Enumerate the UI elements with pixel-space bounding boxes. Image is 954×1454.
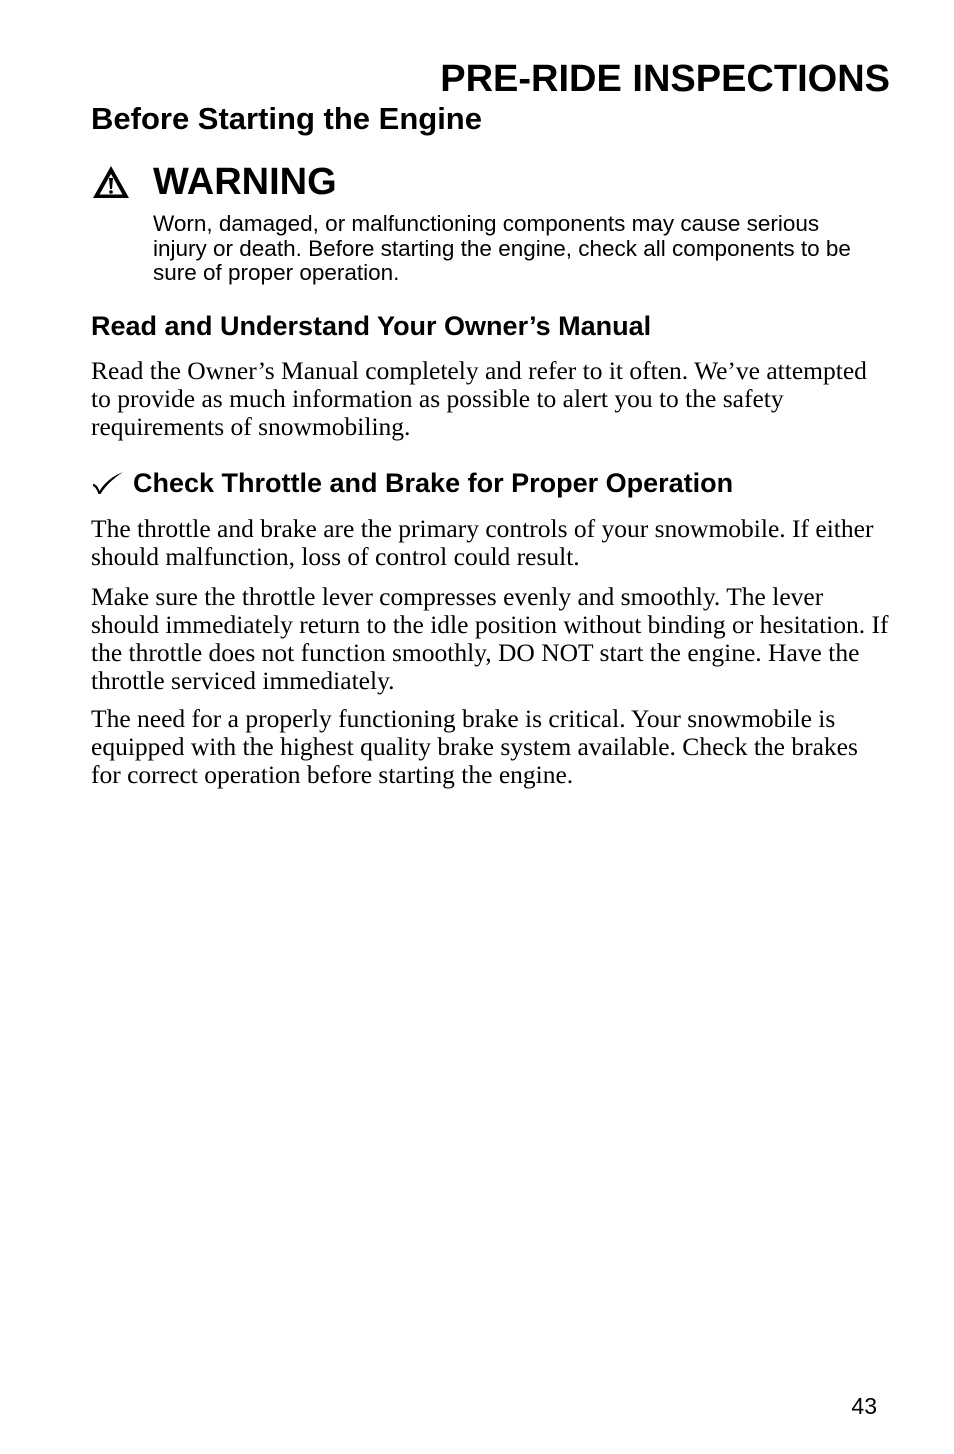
page-number: 43 [851, 1393, 877, 1419]
section-title: Before Starting the Engine [91, 101, 482, 136]
checkmark-icon [91, 470, 125, 496]
warning-label: WARNING [153, 161, 337, 203]
throttle-brake-heading [91, 466, 733, 500]
warning-heading [91, 158, 891, 206]
throttle-brake-paragraph-1: The throttle and brake are the primary controls of your snowmobile. If either should malfunction, loss of control could result. [91, 514, 874, 571]
throttle-brake-paragraph-2: Make sure the throttle lever compresses evenly and smoothly. The lever should immediately return to the idle position without binding or hesitation. If the throttle does not function smoothly, DO NOT start the engine. Have the throttle serviced immediately. [91, 582, 889, 695]
warning-text: Worn, damaged, or malfunctioning components may cause serious injury or death. Before starting the engine, check all components to be sure of proper operation. [153, 211, 851, 285]
throttle-brake-paragraph-3: The need for a properly functioning brake is critical. Your snowmobile is equipped with the highest quality brake system available. Check the brakes for correct operation before starting the engine. [91, 704, 858, 789]
owners-manual-heading: Read and Understand Your Owner’s Manual [91, 311, 652, 341]
warning-block [91, 158, 891, 286]
warning-triangle-icon [91, 164, 131, 200]
throttle-brake-heading-label: Check Throttle and Brake for Proper Operation [133, 468, 734, 498]
owners-manual-paragraph: Read the Owner’s Manual completely and refer to it often. We’ve attempted to provide as much information as possible to alert you to the safety requirements of snowmobiling. [91, 356, 867, 441]
page-title: PRE-RIDE INSPECTIONS [440, 58, 890, 100]
